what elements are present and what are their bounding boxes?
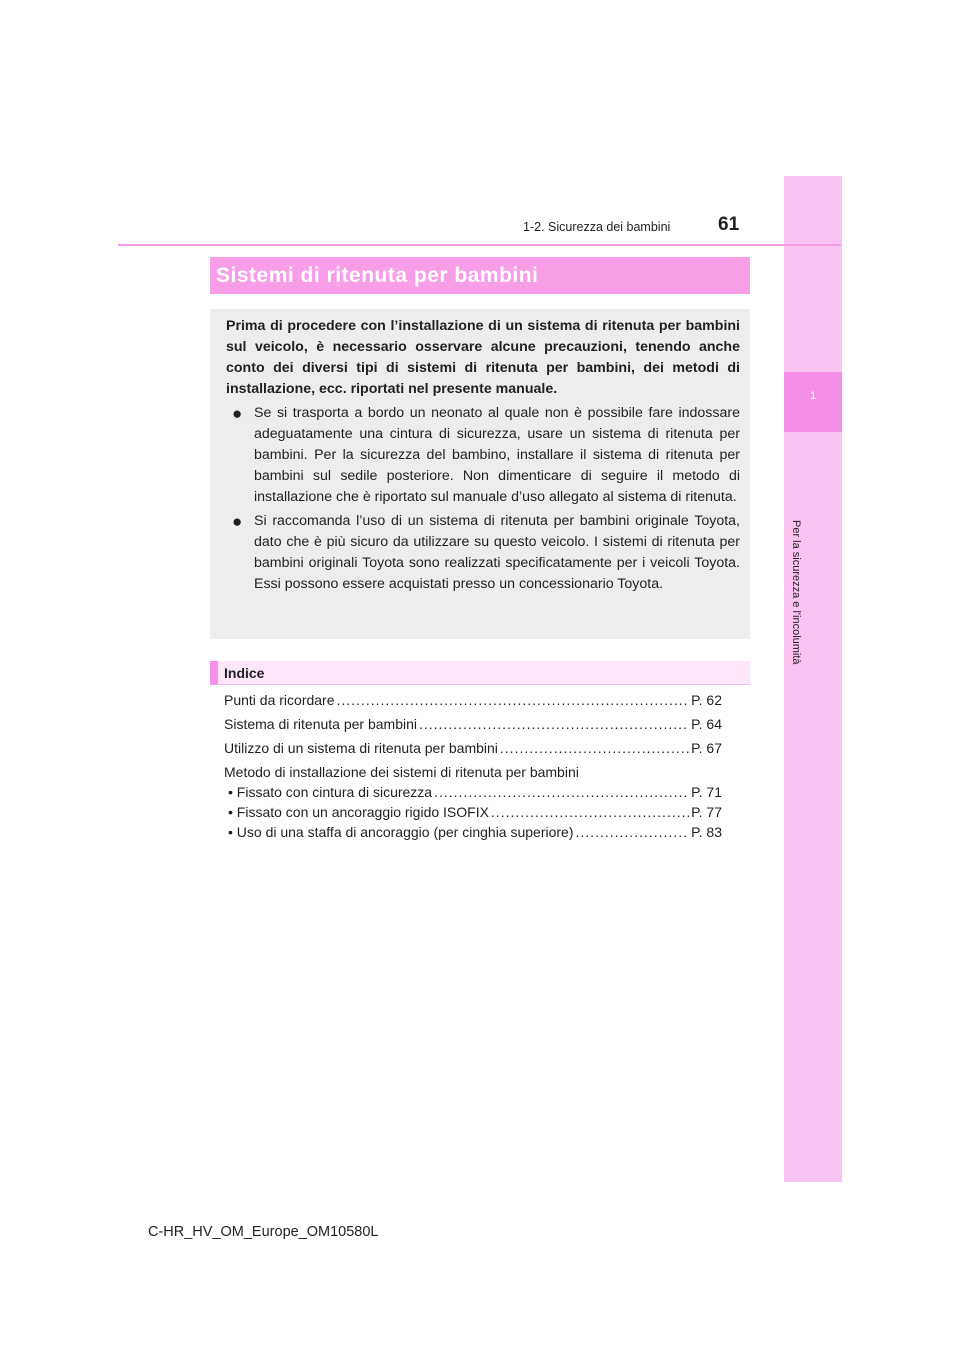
toc-leader [434,782,689,802]
toc-leader [419,714,689,734]
toc-label: • Fissato con un ancoraggio rigido ISOFIX [228,804,489,820]
toc-subentry[interactable] [224,782,722,802]
header-divider [118,244,841,246]
bullet-icon: ● [232,512,243,531]
bullet-icon: ● [232,404,243,423]
toc-label: • Uso di una staffa di ancoraggio (per cinghia superiore) [228,824,574,840]
toc-page: P. 62 [691,692,722,708]
toc-page: P. 77 [691,804,722,820]
toc-leader [500,738,689,758]
toc-label: Utilizzo di un sistema di ritenuta per bambini [224,740,498,756]
chapter-label: Per la sicurezza e l'incolumità [790,520,802,665]
toc-entry[interactable] [224,690,722,710]
toc-leader [337,690,690,710]
bullet-text: Se si trasporta a bordo un neonato al quale non è possibile fare indossare adeguatamente una cintura di sicurezza, usare un sistema di ritenuta per bambini. Per la sicurezza del bambino, installare il sistema di ritenuta per bambini sul sedile posteriore. Non dimenticare di seguire il metodo di installazione che è riportato sul manuale d’uso allegato al sistema di ritenuta. [254,405,740,505]
toc-label: Metodo di installazione dei sistemi di ritenuta per bambini [224,764,579,780]
chapter-tab[interactable] [784,372,842,432]
intro-bullet [226,403,740,508]
toc-label: Sistema di ritenuta per bambini [224,716,417,732]
toc-page: P. 71 [691,784,722,800]
toc-group-label [224,762,722,782]
toc-label: • Fissato con cintura di sicurezza [228,784,433,800]
page-number: 61 [718,214,740,235]
toc-label: Punti da ricordare [224,692,335,708]
toc-page: P. 64 [691,716,722,732]
intro-bullet [226,511,740,595]
chapter-number: 1 [809,390,817,402]
toc-page: P. 83 [691,824,722,840]
toc-page: P. 67 [691,740,722,756]
intro-box [210,309,750,639]
toc-subentry[interactable] [224,822,722,842]
toc-leader [491,802,689,822]
toc-entry[interactable] [224,738,722,758]
page-title: Sistemi di ritenuta per bambini [210,257,750,294]
toc-entry[interactable] [224,714,722,734]
toc-leader [576,822,690,842]
section-heading: 1-2. Sicurezza dei bambini [523,220,671,234]
toc-subentry[interactable] [224,802,722,822]
document-code: C-HR_HV_OM_Europe_OM10580L [148,1224,379,1240]
index-heading: Indice [210,661,750,685]
intro-lead: Prima di procedere con l’installazione di un sistema di ritenuta per bambini sul veicolo, è necessario osservare alcune precauzioni, tenendo anche conto dei diversi tipi di sistemi di ritenuta per bambini, dei metodi di installazione, ecc. riportati nel presente manuale. [226,318,740,397]
bullet-text: Si raccomanda l’uso di un sistema di ritenuta per bambini originale Toyota, dato che è più sicuro da utilizzare su questo veicolo. I sistemi di ritenuta per bambini originali Toyota sono realizzati specificatamente per i veicoli Toyota. Essi possono essere acquistati presso un concessionario Toyota. [254,513,740,592]
table-of-contents [224,690,722,842]
